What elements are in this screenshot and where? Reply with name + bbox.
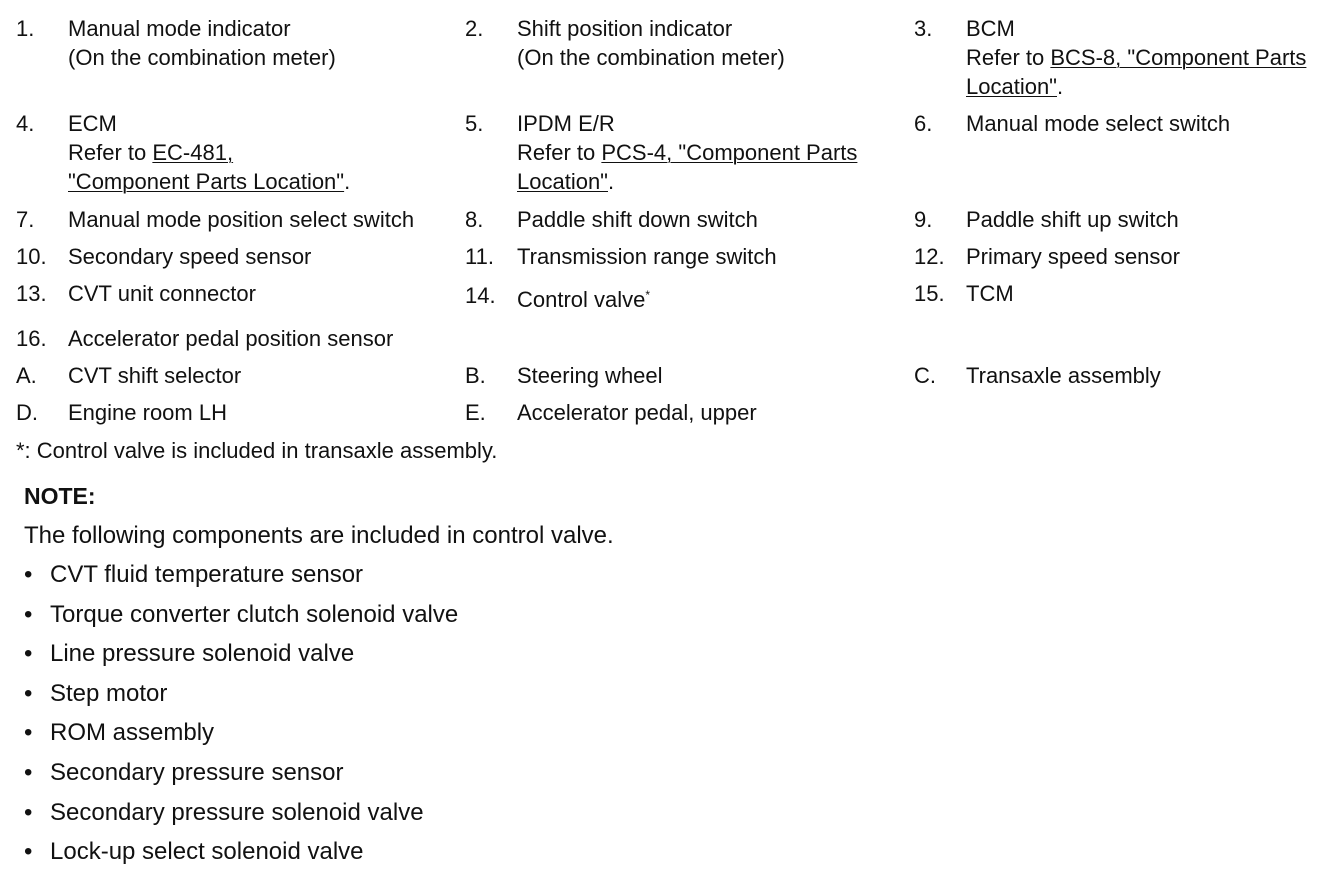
refer-line xyxy=(68,138,350,167)
item-label: CVT unit connector xyxy=(68,281,256,306)
note-text: The following components are included in control valve. xyxy=(24,522,614,549)
item-letter: B. xyxy=(465,363,486,388)
bullet-icon: • xyxy=(24,758,33,786)
list-item-text: ROM assembly xyxy=(50,719,215,747)
refer-prefix: Refer to xyxy=(517,140,602,165)
item-label: Transaxle assembly xyxy=(966,363,1161,388)
refer-line xyxy=(517,138,857,167)
item-label: BCM xyxy=(966,16,1015,41)
refer-suffix: . xyxy=(608,169,615,194)
item-label: Accelerator pedal position sensor xyxy=(68,326,394,351)
list-item-text: Line pressure solenoid valve xyxy=(50,640,355,668)
refer-prefix: Refer to xyxy=(966,45,1051,70)
item-number: 9. xyxy=(914,207,933,232)
bullet-icon: • xyxy=(24,600,33,628)
item-label: Transmission range switch xyxy=(517,244,777,269)
item-letter: E. xyxy=(465,400,486,425)
footnote: *: Control valve is included in transaxle assembly. xyxy=(16,438,498,463)
item-number: 10. xyxy=(16,244,47,269)
item-number: 14. xyxy=(465,283,496,308)
item-label: Control valve xyxy=(517,287,646,312)
item-label: Secondary speed sensor xyxy=(68,244,312,269)
refer-line xyxy=(966,43,1306,72)
refer-suffix: . xyxy=(1057,74,1064,99)
list-item-text: Secondary pressure solenoid valve xyxy=(50,798,424,826)
list-item-text: Step motor xyxy=(50,679,168,707)
item-number: 11. xyxy=(465,244,494,269)
item-number: 1. xyxy=(16,16,35,41)
item-label: Manual mode indicator xyxy=(68,16,291,41)
pcs-4-reference-link-cont[interactable]: Location" xyxy=(517,169,608,194)
item-letter: C. xyxy=(914,363,936,388)
item-label: Engine room LH xyxy=(68,400,227,425)
bullet-icon: • xyxy=(24,798,33,826)
pcs-4-reference-link[interactable]: PCS-4, "Component Parts xyxy=(601,140,858,165)
item-number: 13. xyxy=(16,281,47,306)
ec-481-reference-link[interactable]: EC-481, xyxy=(152,140,234,165)
item-number: 7. xyxy=(16,207,35,232)
item-number: 2. xyxy=(465,16,484,41)
item-label: IPDM E/R xyxy=(517,111,615,136)
ec-481-reference-link-cont[interactable]: "Component Parts Location" xyxy=(68,169,345,194)
item-number: 15. xyxy=(914,281,945,306)
item-number: 5. xyxy=(465,111,484,136)
list-item-text: Torque converter clutch solenoid valve xyxy=(50,600,459,628)
item-number: 12. xyxy=(914,244,945,269)
bullet-icon: • xyxy=(24,719,33,747)
item-label: Paddle shift down switch xyxy=(517,207,758,232)
bullet-icon: • xyxy=(24,640,33,668)
item-label: Manual mode select switch xyxy=(966,111,1231,136)
item-number: 8. xyxy=(465,207,484,232)
item-letter: D. xyxy=(16,400,38,425)
list-item-text: Secondary pressure sensor xyxy=(50,758,344,786)
bullet-icon: • xyxy=(24,838,33,866)
item-label: Paddle shift up switch xyxy=(966,207,1179,232)
item-sublabel: (On the combination meter) xyxy=(517,45,785,70)
refer-prefix: Refer to xyxy=(68,140,153,165)
bullet-icon: • xyxy=(24,679,33,707)
refer-suffix: . xyxy=(344,169,351,194)
list-item-text: CVT fluid temperature sensor xyxy=(50,561,364,588)
item-label: Steering wheel xyxy=(517,363,663,388)
bullet-icon: • xyxy=(24,561,33,588)
item-label: ECM xyxy=(68,111,117,136)
item-number: 3. xyxy=(914,16,933,41)
bcs-8-reference-link-cont[interactable]: Location" xyxy=(966,74,1057,99)
refer-line-cont xyxy=(966,72,1306,101)
item-label: Shift position indicator xyxy=(517,16,733,41)
item-label: TCM xyxy=(966,281,1014,306)
bcs-8-reference-link[interactable]: BCS-8, "Component Parts xyxy=(1050,45,1307,70)
note-title: NOTE: xyxy=(24,483,96,509)
item-label: CVT shift selector xyxy=(68,363,242,388)
refer-line-cont xyxy=(68,167,350,196)
item-number: 6. xyxy=(914,111,933,136)
item-number: 16. xyxy=(16,326,47,351)
item-label: Accelerator pedal, upper xyxy=(517,400,757,425)
item-number: 4. xyxy=(16,111,35,136)
item-label: Manual mode position select switch xyxy=(68,207,415,232)
item-letter: A. xyxy=(16,363,37,388)
list-item-text: Lock-up select solenoid valve xyxy=(50,838,364,866)
refer-line-cont xyxy=(517,167,857,196)
item-sublabel: (On the combination meter) xyxy=(68,45,336,70)
footnote-marker: * xyxy=(645,288,651,302)
item-label: Primary speed sensor xyxy=(966,244,1180,269)
